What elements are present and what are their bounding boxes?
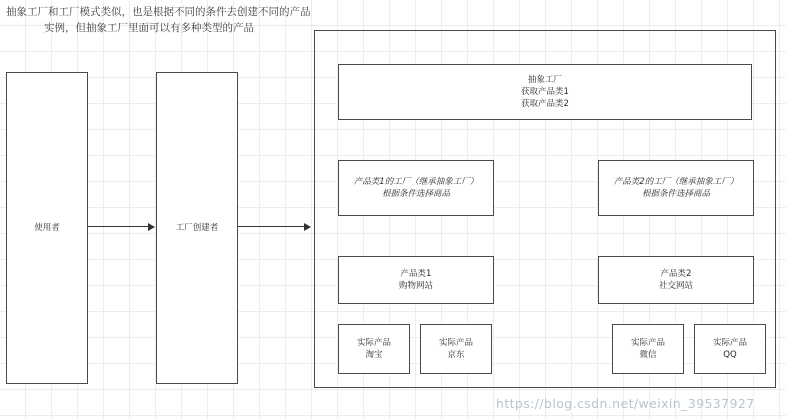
node-real-product-taobao-title: 实际产品: [356, 338, 391, 348]
node-product-class-1[interactable]: [338, 256, 494, 304]
node-factory-product-class-2[interactable]: [598, 160, 754, 216]
node-factory-product-class-2-title: 产品类2的工厂（继承抽象工厂）: [613, 177, 739, 187]
node-abstract-factory-method-1: 获取产品类1: [521, 87, 569, 97]
node-product-class-1-title: 产品类1: [400, 269, 432, 279]
node-factory-creator[interactable]: [156, 72, 238, 384]
watermark: https://blog.csdn.net/weixin_39537927: [496, 396, 755, 411]
node-abstract-factory-method-2: 获取产品类2: [521, 99, 569, 109]
node-factory-product-class-2-subtitle: 根据条件选择商品: [641, 189, 710, 199]
node-product-class-1-subtitle: 购物网站: [398, 281, 433, 291]
node-product-class-2[interactable]: [598, 256, 754, 304]
node-real-product-qq-subtitle: QQ: [723, 350, 737, 360]
arrow-factory-creator-to-abstract-factory: [238, 226, 310, 227]
node-abstract-factory[interactable]: [338, 64, 752, 120]
node-factory-product-class-1-title: 产品类1的工厂（继承抽象工厂）: [353, 177, 479, 187]
node-factory-product-class-1[interactable]: [338, 160, 494, 216]
node-real-product-jd-subtitle: 京东: [447, 350, 465, 360]
node-product-class-2-subtitle: 社交网站: [658, 281, 693, 291]
node-real-product-jd[interactable]: [420, 324, 492, 374]
node-real-product-qq-title: 实际产品: [712, 338, 747, 348]
node-user-label: 使用者: [34, 223, 60, 233]
node-user[interactable]: [6, 72, 88, 384]
node-real-product-taobao-subtitle: 淘宝: [365, 350, 383, 360]
note-line-1: 抽象工厂和工厂模式类似，也是根据不同的条件去创建不同的产品: [6, 6, 311, 18]
node-factory-product-class-1-subtitle: 根据条件选择商品: [381, 189, 450, 199]
node-real-product-wechat-subtitle: 微信: [639, 350, 657, 360]
node-abstract-factory-title: 抽象工厂: [527, 75, 562, 85]
node-real-product-wechat[interactable]: [612, 324, 684, 374]
arrow-user-to-factory-creator: [88, 226, 154, 227]
node-real-product-wechat-title: 实际产品: [630, 338, 665, 348]
note-line-2: 实例，但抽象工厂里面可以有多种类型的产品: [44, 22, 254, 34]
node-real-product-qq[interactable]: [694, 324, 766, 374]
node-product-class-2-title: 产品类2: [660, 269, 692, 279]
node-real-product-jd-title: 实际产品: [438, 338, 473, 348]
node-real-product-taobao[interactable]: [338, 324, 410, 374]
node-factory-creator-label: 工厂创建者: [175, 223, 219, 233]
